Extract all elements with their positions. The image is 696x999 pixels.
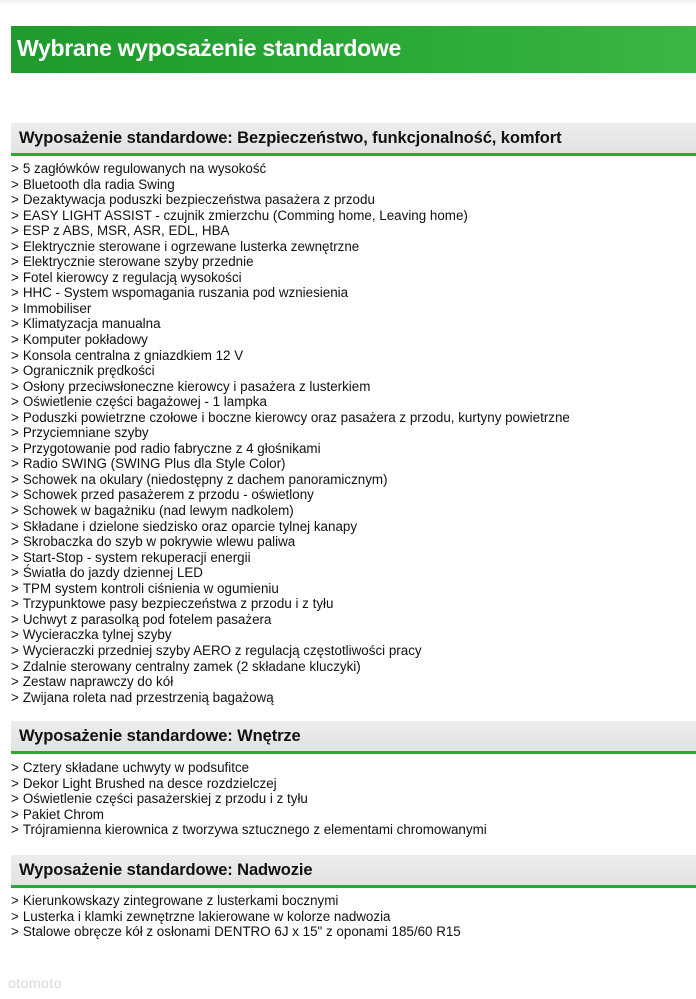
list-item — [11, 239, 691, 255]
list-item — [11, 519, 691, 535]
list-item — [11, 285, 691, 301]
list-item — [11, 456, 691, 472]
bullet-arrow-icon: > — [11, 549, 19, 565]
list-item — [11, 301, 691, 317]
bullet-arrow-icon: > — [11, 627, 19, 643]
list-item — [11, 254, 691, 270]
bullet-arrow-icon: > — [11, 658, 19, 674]
item-text: Trójramienna kierownica z tworzywa sztucznego z elementami chromowanymi — [22, 822, 487, 838]
bullet-arrow-icon: > — [11, 238, 19, 254]
item-text: Pakiet Chrom — [22, 806, 104, 822]
list-item — [11, 425, 691, 441]
list-item — [11, 270, 691, 286]
bullet-arrow-icon: > — [11, 207, 19, 223]
bullet-arrow-icon: > — [11, 822, 19, 838]
item-text: Przyciemniane szyby — [22, 425, 149, 441]
item-text: Komputer pokładowy — [22, 332, 148, 348]
section-header-body — [11, 855, 696, 888]
item-text: Stalowe obręcze kół z osłonami DENTRO 6J x 15" z oponami 185/60 R15 — [22, 924, 461, 940]
bullet-arrow-icon: > — [11, 394, 19, 410]
list-item — [11, 410, 691, 426]
list-item — [11, 487, 691, 503]
item-text: Oświetlenie części pasażerskiej z przodu i z tyłu — [22, 791, 308, 807]
item-text: Immobiliser — [22, 300, 92, 316]
item-text: EASY LIGHT ASSIST - czujnik zmierzchu (Comming home, Leaving home) — [22, 207, 468, 223]
bullet-arrow-icon: > — [11, 689, 19, 705]
bullet-arrow-icon: > — [11, 409, 19, 425]
bullet-arrow-icon: > — [11, 565, 19, 581]
list-item — [11, 379, 691, 395]
section-header-safety-comfort — [11, 123, 696, 156]
list-item — [11, 822, 691, 838]
page-title: Wybrane wyposażenie standardowe — [17, 35, 401, 61]
list-item — [11, 565, 691, 581]
equipment-list-interior — [11, 760, 691, 838]
bullet-arrow-icon: > — [11, 791, 19, 807]
bullet-arrow-icon: > — [11, 806, 19, 822]
list-item — [11, 643, 691, 659]
equipment-list-body — [11, 893, 691, 940]
item-text: Elektrycznie sterowane szyby przednie — [22, 254, 254, 270]
bullet-arrow-icon: > — [11, 775, 19, 791]
list-item — [11, 909, 691, 925]
bullet-arrow-icon: > — [11, 674, 19, 690]
item-text: Schowek przed pasażerem z przodu - oświetlony — [22, 487, 314, 503]
bullet-arrow-icon: > — [11, 760, 19, 775]
bullet-arrow-icon: > — [11, 223, 19, 239]
item-text: Osłony przeciwsłoneczne kierowcy i pasażera z lusterkiem — [22, 378, 371, 394]
item-text: Składane i dzielone siedzisko oraz oparcie tylnej kanapy — [22, 518, 358, 534]
bullet-arrow-icon: > — [11, 363, 19, 379]
item-text: Światła do jazdy dziennej LED — [22, 565, 203, 581]
section-title: Wyposażenie standardowe: Nadwozie — [19, 861, 313, 879]
list-item — [11, 472, 691, 488]
bullet-arrow-icon: > — [11, 893, 19, 908]
list-item — [11, 807, 691, 823]
bullet-arrow-icon: > — [11, 518, 19, 534]
list-item — [11, 208, 691, 224]
bullet-arrow-icon: > — [11, 161, 19, 176]
item-text: Dezaktywacja poduszki bezpieczeństwa pasażera z przodu — [22, 192, 375, 208]
bullet-arrow-icon: > — [11, 471, 19, 487]
section-title: Wyposażenie standardowe: Wnętrze — [19, 727, 301, 745]
bullet-arrow-icon: > — [11, 176, 19, 192]
bullet-arrow-icon: > — [11, 192, 19, 208]
bullet-arrow-icon: > — [11, 285, 19, 301]
list-item — [11, 332, 691, 348]
list-item — [11, 192, 691, 208]
item-text: 5 zagłówków regulowanych na wysokość — [22, 161, 267, 176]
item-text: Oświetlenie części bagażowej - 1 lampka — [22, 394, 267, 410]
item-text: Fotel kierowcy z regulacją wysokości — [22, 269, 242, 285]
item-text: Dekor Light Brushed na desce rozdzielczej — [22, 775, 277, 791]
list-item — [11, 659, 691, 675]
list-item — [11, 550, 691, 566]
equipment-list-safety-comfort — [11, 161, 691, 705]
list-item — [11, 690, 691, 706]
bullet-arrow-icon: > — [11, 611, 19, 627]
top-separator — [0, 0, 696, 6]
list-item — [11, 776, 691, 792]
item-text: HHC - System wspomagania ruszania pod wzniesienia — [22, 285, 349, 301]
bullet-arrow-icon: > — [11, 347, 19, 363]
bullet-arrow-icon: > — [11, 456, 19, 472]
item-text: Schowek na okulary (niedostępny z dachem panoramicznym) — [22, 471, 388, 487]
list-item — [11, 363, 691, 379]
bullet-arrow-icon: > — [11, 534, 19, 550]
list-item — [11, 893, 691, 909]
item-text: Klimatyzacja manualna — [22, 316, 161, 332]
bullet-arrow-icon: > — [11, 425, 19, 441]
item-text: Przygotowanie pod radio fabryczne z 4 głośnikami — [22, 440, 321, 456]
bullet-arrow-icon: > — [11, 316, 19, 332]
list-item — [11, 596, 691, 612]
item-text: Zestaw naprawczy do kół — [22, 674, 174, 690]
item-text: Start-Stop - system rekuperacji energii — [22, 549, 251, 565]
item-text: Trzypunktowe pasy bezpieczeństwa z przodu i z tyłu — [22, 596, 334, 612]
list-item — [11, 316, 691, 332]
bullet-arrow-icon: > — [11, 254, 19, 270]
item-text: Uchwyt z parasolką pod fotelem pasażera — [22, 611, 272, 627]
list-item — [11, 394, 691, 410]
item-text: ESP z ABS, MSR, ASR, EDL, HBA — [22, 223, 230, 239]
item-text: Poduszki powietrzne czołowe i boczne kierowcy oraz pasażera z przodu, kurtyny powietrzne — [22, 409, 570, 425]
item-text: Zdalnie sterowany centralny zamek (2 składane kluczyki) — [22, 658, 361, 674]
bullet-arrow-icon: > — [11, 378, 19, 394]
bullet-arrow-icon: > — [11, 908, 19, 924]
list-item — [11, 581, 691, 597]
bullet-arrow-icon: > — [11, 440, 19, 456]
list-item — [11, 161, 691, 177]
list-item — [11, 223, 691, 239]
item-text: TPM system kontroli ciśnienia w ogumieniu — [22, 580, 279, 596]
bullet-arrow-icon: > — [11, 503, 19, 519]
bullet-arrow-icon: > — [11, 487, 19, 503]
bullet-arrow-icon: > — [11, 300, 19, 316]
list-item — [11, 534, 691, 550]
watermark-logo: otomoto — [8, 975, 63, 991]
bullet-arrow-icon: > — [11, 924, 19, 940]
main-header — [11, 26, 696, 73]
list-item — [11, 627, 691, 643]
item-text: Kierunkowskazy zintegrowane z lusterkami bocznymi — [22, 893, 339, 908]
section-title: Wyposażenie standardowe: Bezpieczeństwo, funkcjonalność, komfort — [19, 129, 562, 147]
item-text: Lusterka i klamki zewnętrzne lakierowane w kolorze nadwozia — [22, 908, 391, 924]
list-item — [11, 791, 691, 807]
list-item — [11, 177, 691, 193]
item-text: Wycieraczki przedniej szyby AERO z regulacją częstotliwości pracy — [22, 642, 422, 658]
bullet-arrow-icon: > — [11, 269, 19, 285]
item-text: Cztery składane uchwyty w podsufitce — [22, 760, 250, 775]
list-item — [11, 441, 691, 457]
item-text: Konsola centralna z gniazdkiem 12 V — [22, 347, 244, 363]
list-item — [11, 760, 691, 776]
item-text: Elektrycznie sterowane i ogrzewane lusterka zewnętrzne — [22, 238, 360, 254]
list-item — [11, 612, 691, 628]
bullet-arrow-icon: > — [11, 332, 19, 348]
item-text: Bluetooth dla radia Swing — [22, 176, 175, 192]
bullet-arrow-icon: > — [11, 596, 19, 612]
item-text: Schowek w bagażniku (nad lewym nadkolem) — [22, 503, 294, 519]
list-item — [11, 503, 691, 519]
list-item — [11, 348, 691, 364]
item-text: Zwijana roleta nad przestrzenią bagażową — [22, 689, 274, 705]
bullet-arrow-icon: > — [11, 580, 19, 596]
item-text: Radio SWING (SWING Plus dla Style Color) — [22, 456, 286, 472]
section-header-interior — [11, 721, 696, 754]
bullet-arrow-icon: > — [11, 642, 19, 658]
list-item — [11, 674, 691, 690]
list-item — [11, 924, 691, 940]
item-text: Skrobaczka do szyb w pokrywie wlewu paliwa — [22, 534, 296, 550]
item-text: Ogranicznik prędkości — [22, 363, 155, 379]
item-text: Wycieraczka tylnej szyby — [22, 627, 172, 643]
